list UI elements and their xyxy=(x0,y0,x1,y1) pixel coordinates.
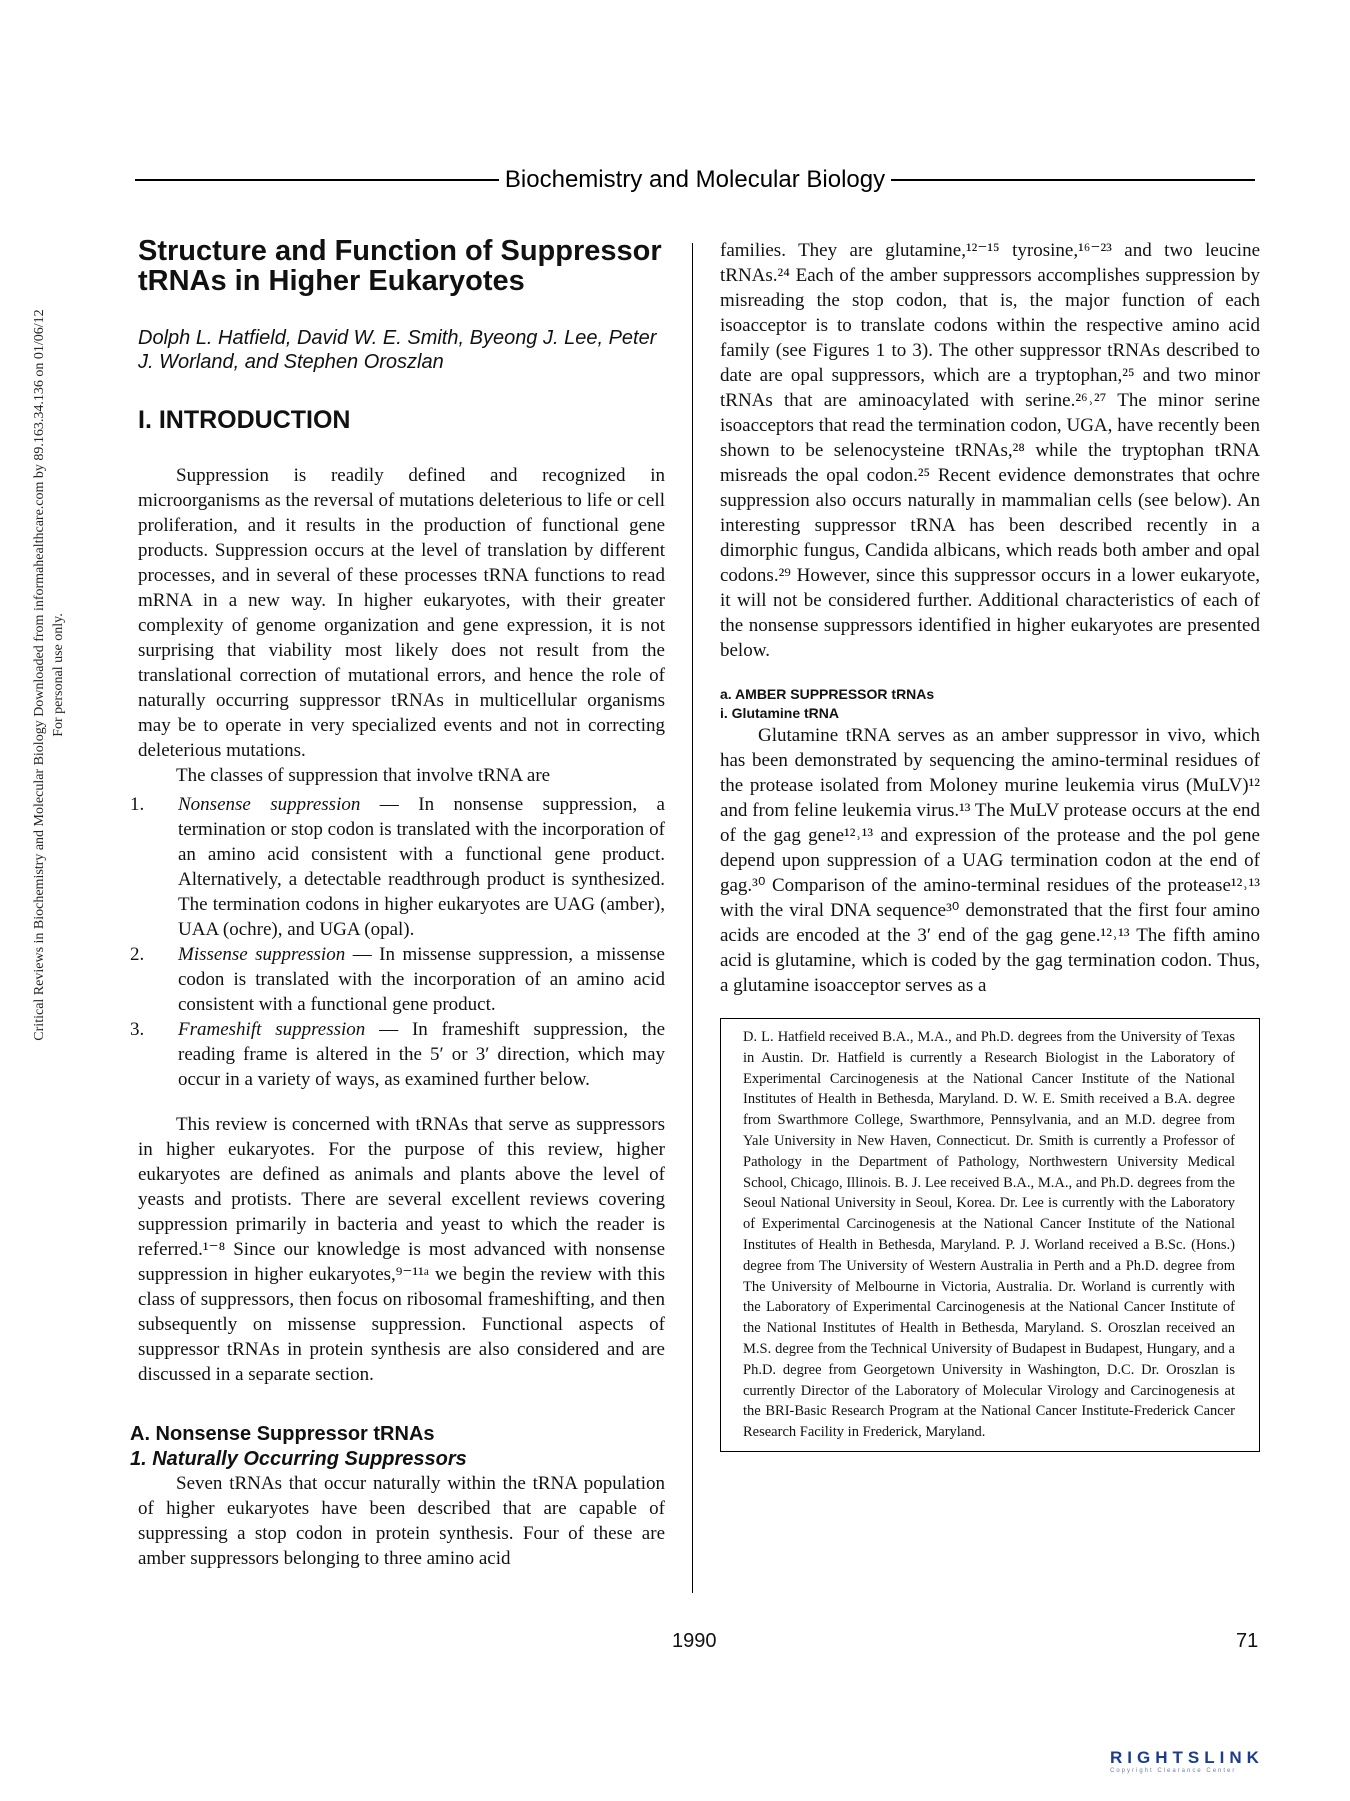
running-header xyxy=(135,166,1255,194)
publication-year: 1990 xyxy=(672,1630,717,1652)
left-column xyxy=(130,236,665,1571)
intro-paragraph-3: This review is concerned with tRNAs that serve as suppressors in higher eukaryotes. For the purpose of this review, higher eukaryotes are defined as animals and plants above the level of yeasts and protists. There are several excellent reviews covering suppression primarily in bacteria and yeast to which the reader is referred.¹⁻⁸ Since our knowledge is most advanced with nonsense suppression in higher eukaryotes,⁹⁻¹¹ᵃ we begin the review with this class of suppressors, then focus on ribosomal frameshifting, and then subsequently on missense suppression. Functional aspects of suppressor tRNAs in protein synthesis are also considered and are discussed in a separate section. xyxy=(138,1114,665,1385)
list-item xyxy=(130,792,665,942)
rightslink-logo xyxy=(1110,1748,1315,1774)
download-watermark xyxy=(30,65,80,1285)
list-item-term: Nonsense suppression xyxy=(178,794,361,815)
list-item-text: — In frameshift suppression, the reading frame is altered in the 5′ or 3′ direction, which may occur in a variety of ways, as examined further below. xyxy=(178,1019,665,1090)
subsection-heading-glutamine: i. Glutamine tRNA xyxy=(720,705,840,721)
rightslink-wordmark: RIGHTSLINK xyxy=(1110,1748,1264,1767)
list-item-number: 2. xyxy=(130,944,145,965)
intro-paragraph-1: Suppression is readily defined and recognized in microorganisms as the reversal of mutations deleterious to life or cell proliferation, and it results in the production of functional gene products. Suppression occurs at the level of translation by different processes, and in several of these processes tRNA functions to read mRNA in a new way. In higher eukaryotes, with their greater complexity of genome organization and gene expression, it is not surprising that viability most likely does not result from the translational correction of mutational errors, and hence the role of naturally occurring suppressor tRNAs in multicellular organisms may be to operate in very specialized events and not in correcting deleterious mutations. xyxy=(138,465,665,761)
header-rule-left xyxy=(135,179,499,181)
suppression-classes-list xyxy=(130,792,665,1092)
intro-paragraph-2: The classes of suppression that involve tRNA are xyxy=(176,765,551,786)
author-biographies-box: D. L. Hatfield received B.A., M.A., and Ph.D. degrees from the University of Texas in Austin. Dr. Hatfield is currently a Research Biologist in the Laboratory of Experimental Carcinogenesis at the National Cancer Institute of the National Institutes of Health in Bethesda, Maryland. D. W. E. Smith received a B.A. degree from Swarthmore College, Swarthmore, Pennsylvania, and an M.D. degree from Yale University in New Haven, Connecticut. Dr. Smith is currently a Professor of Pathology in the Department of Pathology, Northwestern University Medical School, Chicago, Illinois. B. J. Lee received B.A., M.A., and Ph.D. degrees from the Seoul National University in Seoul, Korea. Dr. Lee is currently with the Laboratory of Experimental Carcinogenesis at the National Cancer Institute of the National Institutes of Health in Bethesda, Maryland. P. J. Worland received a B.Sc. (Hons.) degree from The University of Western Australia in Perth and a Ph.D. degree from The University of Melbourne in Victoria, Australia. Dr. Worland is currently with the Laboratory of Experimental Carcinogenesis at the National Cancer Institute of the National Institutes of Health in Bethesda, Maryland. S. Oroszlan received an M.S. degree from the Technical University of Budapest in Budapest, Hungary, and a Ph.D. degree from Georgetown University in Washington, D.C. Dr. Oroszlan is currently Director of the Laboratory of Molecular Virology and Carcinogenesis at the BRI-Basic Research Program at the National Cancer Institute-Frederick Cancer Research Facility in Frederick, Maryland. xyxy=(720,1018,1260,1452)
watermark-line-1: Critical Reviews in Biochemistry and Molecular Biology Downloaded from informahealthcare.com by 89.163.34.136 on 01/06/12 xyxy=(32,309,47,1041)
list-item-number: 3. xyxy=(130,1019,145,1040)
watermark-line-2: For personal use only. xyxy=(51,613,66,737)
subsection-heading-naturally-occurring: 1. Naturally Occurring Suppressors xyxy=(130,1448,467,1470)
journal-section-title: Biochemistry and Molecular Biology xyxy=(504,166,886,193)
list-item-text: — In missense suppression, a missense codon is translated with the incorporation of an amino acid consistent with a functional gene product. xyxy=(178,944,665,1015)
section-heading-nonsense-suppressors: A. Nonsense Suppressor tRNAs xyxy=(130,1423,435,1445)
list-item-number: 1. xyxy=(130,794,145,815)
subsection-heading-amber: a. AMBER SUPPRESSOR tRNAs xyxy=(720,686,935,702)
header-rule-right xyxy=(891,179,1255,181)
list-item-term: Frameshift suppression xyxy=(178,1019,366,1040)
section-heading-introduction: I. INTRODUCTION xyxy=(138,406,351,434)
list-item xyxy=(130,942,665,1017)
list-item xyxy=(130,1017,665,1092)
list-item-term: Missense suppression xyxy=(178,944,346,965)
article-title: Structure and Function of Suppressor tRNAs in Higher Eukaryotes xyxy=(138,235,662,297)
page-number: 71 xyxy=(1236,1630,1259,1652)
continued-paragraph: families. They are glutamine,¹²⁻¹⁵ tyrosine,¹⁶⁻²³ and two leucine tRNAs.²⁴ Each of the amber suppressors accomplishes suppression by misreading the stop codon, that is, the major function of each isoacceptor is to translate codons within the respective amino acid family (see Figures 1 to 3). The other suppressor tRNAs described to date are opal suppressors, which are a tryptophan,²⁵ and two minor tRNAs that are aminoacylated with serine.²⁶˒²⁷ The minor serine isoacceptors that read the termination codon, UGA, have recently been shown to be selenocysteine tRNAs,²⁸ while the tryptophan tRNA misreads the opal codon.²⁵ Recent evidence demonstrates that ochre suppression also occurs naturally in mammalian cells (see below). An interesting suppressor tRNA has been described recently in a dimorphic fungus, Candida albicans, which reads both amber and opal codons.²⁹ However, since this suppressor occurs in a lower eukaryote, it will not be considered further. Additional characteristics of each of the nonsense suppressors identified in higher eukaryotes are presented below. xyxy=(720,240,1260,661)
right-column xyxy=(720,238,1260,1452)
list-item-text: — In nonsense suppression, a termination or stop codon is translated with the incorporation of an amino acid consistent with a functional gene product. Alternatively, a detectable readthrough product is synthesized. The termination codons in higher eukaryotes are UAG (amber), UAA (ochre), and UGA (opal). xyxy=(178,794,665,940)
section-a-paragraph-1: Seven tRNAs that occur naturally within the tRNA population of higher eukaryotes have been described that are capable of suppressing a stop codon in protein synthesis. Four of these are amber suppressors belonging to three amino acid xyxy=(138,1473,665,1569)
rightslink-tagline: Copyright Clearance Center xyxy=(1110,1768,1237,1774)
glutamine-paragraph: Glutamine tRNA serves as an amber suppressor in vivo, which has been demonstrated by sequencing the amino-terminal residues of the protease isolated from Moloney murine leukemia virus (MuLV)¹² and from feline leukemia virus.¹³ The MuLV protease occurs at the end of the gag gene¹²˒¹³ and expression of the protease and the pol gene depend upon suppression of a UAG termination codon at the end of gag.³⁰ Comparison of the amino-terminal residues of the protease¹²˒¹³ with the viral DNA sequence³⁰ demonstrated that the first four amino acids are encoded at the 3′ end of the gag gene.¹²˒¹³ The fifth amino acid is glutamine, which is coded by the gag termination codon. Thus, a glutamine isoacceptor serves as a xyxy=(720,725,1260,996)
column-divider xyxy=(692,243,693,1593)
article-authors: Dolph L. Hatfield, David W. E. Smith, Byeong J. Lee, Peter J. Worland, and Stephen Oroszlan xyxy=(138,327,657,373)
